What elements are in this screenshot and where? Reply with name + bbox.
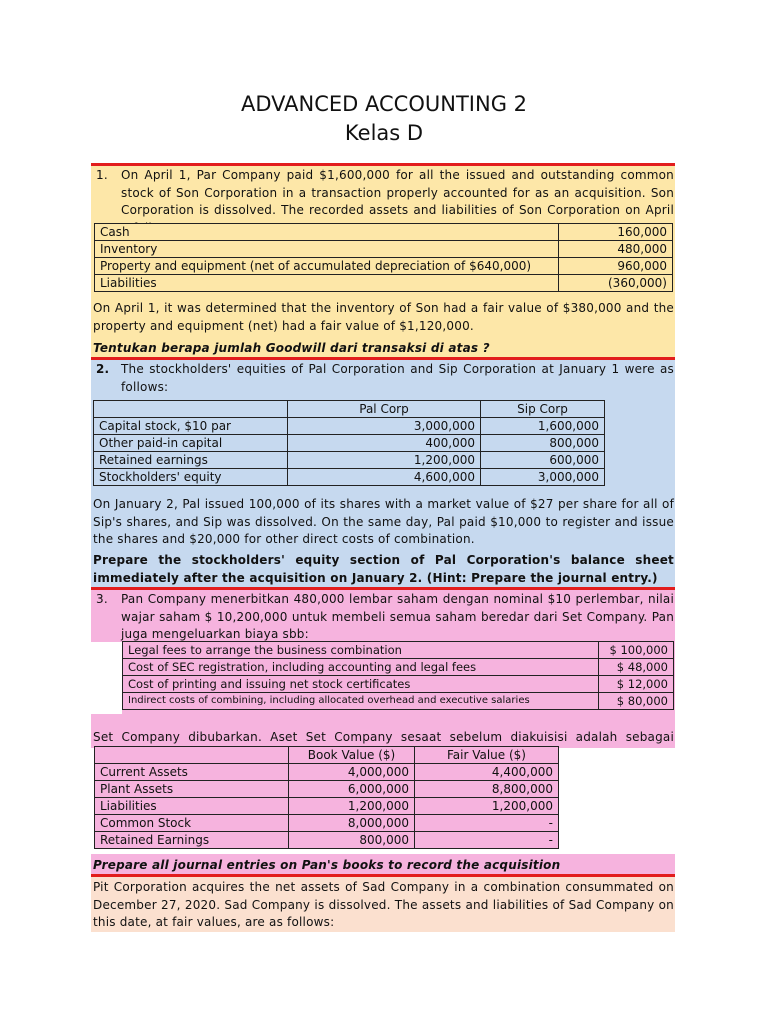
- table-row: [94, 452, 605, 469]
- table-header: [94, 401, 288, 418]
- table-cell: 3,000,000: [481, 469, 605, 486]
- table-cell: $ 80,000: [599, 693, 674, 710]
- table-row: [123, 642, 674, 659]
- table-header: [95, 747, 289, 764]
- question-1-text: On April 1, Par Company paid $1,600,000 for all the issued and outstanding common stock of Son Corporation in a transaction properly accounted for as an acquisition. Son Corporation is dissolved. The recorded assets and liabilities of Son Corporation on April: [121, 168, 674, 217]
- table-cell: 3,000,000: [288, 418, 481, 435]
- question-3-number: 3.: [96, 592, 108, 606]
- table-cell: 1,600,000: [481, 418, 605, 435]
- table-cell: Liabilities: [95, 275, 559, 292]
- table-cell: 4,400,000: [415, 764, 559, 781]
- table-row: [95, 224, 673, 241]
- table-cell: Retained Earnings: [95, 832, 289, 849]
- table-cell: 8,800,000: [415, 781, 559, 798]
- table-cell: Property and equipment (net of accumulated depreciation of $640,000): [95, 258, 559, 275]
- table-cell: -: [415, 832, 559, 849]
- table-cell: Retained earnings: [94, 452, 288, 469]
- table-cell: 1,200,000: [415, 798, 559, 815]
- table-row: [94, 401, 605, 418]
- table-cell: 800,000: [481, 435, 605, 452]
- table-cell: 6,000,000: [289, 781, 415, 798]
- table-cell: 8,000,000: [289, 815, 415, 832]
- table-cell: 4,000,000: [289, 764, 415, 781]
- table-cell: 600,000: [481, 452, 605, 469]
- table-header: Book Value ($): [289, 747, 415, 764]
- table-cell: Legal fees to arrange the business combination: [123, 642, 599, 659]
- table-cell: 160,000: [559, 224, 673, 241]
- table-cell: Current Assets: [95, 764, 289, 781]
- table-cell: 960,000: [559, 258, 673, 275]
- question-2-text: The stockholders' equities of Pal Corporation and Sip Corporation at January 1 were as follows:: [121, 362, 674, 394]
- question-3-task: Prepare all journal entries on Pan's books to record the acquisition: [93, 858, 561, 872]
- table-cell: 800,000: [289, 832, 415, 849]
- table-cell: Liabilities: [95, 798, 289, 815]
- table-cell: 400,000: [288, 435, 481, 452]
- set-company-table: [94, 746, 559, 849]
- table-row: [95, 781, 559, 798]
- table-cell: (360,000): [559, 275, 673, 292]
- son-balances-table: [94, 223, 673, 292]
- table-header: Sip Corp: [481, 401, 605, 418]
- question-1-number: 1.: [96, 168, 108, 182]
- table-row: [94, 418, 605, 435]
- equity-table: [93, 400, 605, 486]
- table-row: [94, 469, 605, 486]
- table-row: [95, 764, 559, 781]
- costs-table: [122, 641, 674, 710]
- table-cell: $ 48,000: [599, 659, 674, 676]
- table-cell: Inventory: [95, 241, 559, 258]
- table-cell: Capital stock, $10 par: [94, 418, 288, 435]
- table-cell: $ 12,000: [599, 676, 674, 693]
- table-row: [123, 676, 674, 693]
- table-row: [95, 747, 559, 764]
- table-row: [95, 815, 559, 832]
- question-3-after: Set Company dibubarkan. Aset Set Company sesaat sebelum diakuisisi adalah sebagai: [93, 730, 674, 744]
- table-cell: Stockholders' equity: [94, 469, 288, 486]
- question-2-number: 2.: [96, 362, 110, 376]
- table-cell: Cost of printing and issuing net stock certificates: [123, 676, 599, 693]
- question-2-after: On January 2, Pal issued 100,000 of its shares with a market value of $27 per share for all of Sip's shares, and Sip was dissolved. On the same day, Pal paid $10,000 to register and issue the shares and $20,000 for other direct costs of combination.: [93, 497, 674, 546]
- question-1-task: Tentukan berapa jumlah Goodwill dari transaksi di atas ?: [93, 341, 490, 355]
- question-3-text: Pan Company menerbitkan 480,000 lembar saham dengan nominal $10 perlembar, nilai wajar saham $ 10,200,000 untuk membeli semua saham beredar dari Set Company. Pan juga mengeluarkan biaya sbb:: [121, 592, 674, 641]
- table-row: [123, 693, 674, 710]
- table-row: [95, 258, 673, 275]
- table-row: [95, 275, 673, 292]
- table-cell: -: [415, 815, 559, 832]
- page-subtitle: Kelas D: [344, 121, 424, 145]
- table-cell: 4,600,000: [288, 469, 481, 486]
- table-cell: 1,200,000: [288, 452, 481, 469]
- question-4-text: Pit Corporation acquires the net assets of Sad Company in a combination consummated on December 27, 2020. Sad Company is dissolved. The assets and liabilities of Sad Company on this date, at fair values, are as follows:: [93, 880, 674, 929]
- table-cell: Cash: [95, 224, 559, 241]
- page-title: ADVANCED ACCOUNTING 2: [240, 92, 527, 116]
- table-cell: Cost of SEC registration, including accounting and legal fees: [123, 659, 599, 676]
- table-cell: Other paid-in capital: [94, 435, 288, 452]
- table-cell: Common Stock: [95, 815, 289, 832]
- table-header: Pal Corp: [288, 401, 481, 418]
- table-cell: $ 100,000: [599, 642, 674, 659]
- table-row: [123, 659, 674, 676]
- table-row: [94, 435, 605, 452]
- table-header: Fair Value ($): [415, 747, 559, 764]
- question-2-task: Prepare the stockholders' equity section of Pal Corporation's balance sheet immediately after the acquisition on January 2. (Hint: Prepare the journal entry.): [93, 553, 674, 585]
- table-cell: 480,000: [559, 241, 673, 258]
- table-row: [95, 832, 559, 849]
- table-row: [95, 798, 559, 815]
- table-cell: Indirect costs of combining, including allocated overhead and executive salaries: [123, 693, 599, 710]
- table-row: [95, 241, 673, 258]
- table-cell: Plant Assets: [95, 781, 289, 798]
- table-cell: 1,200,000: [289, 798, 415, 815]
- question-1-after: On April 1, it was determined that the inventory of Son had a fair value of $380,000 and the property and equipment (net) had a fair value of $1,120,000.: [93, 301, 674, 333]
